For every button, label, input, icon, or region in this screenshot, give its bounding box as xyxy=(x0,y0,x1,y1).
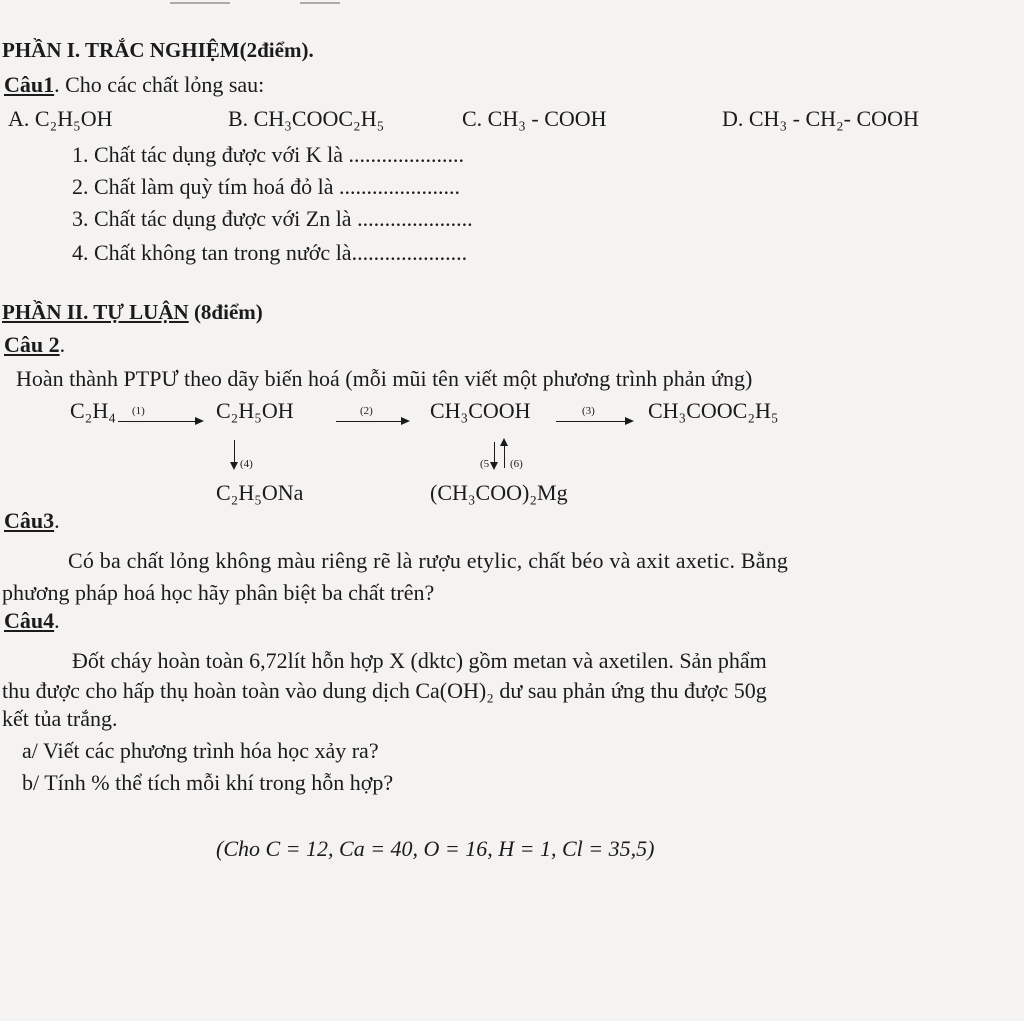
q4-header xyxy=(4,608,60,634)
q4-line-1: Đốt cháy hoàn toàn 6,72lít hỗn hợp X (dktc) gồm metan và axetilen. Sản phẩm xyxy=(72,648,767,673)
q2-label: Câu 2 xyxy=(4,332,60,357)
q1-header xyxy=(4,72,264,98)
q1-item-4: 4. Chất không tan trong nước là..................... xyxy=(72,240,468,265)
q3-label-dot: . xyxy=(54,508,60,533)
part1-points: (2điểm). xyxy=(239,38,314,62)
arrow-4-label: (4) xyxy=(240,458,253,470)
q3-line-2: phương pháp hoá học hãy phân biệt ba chất trên? xyxy=(2,580,435,605)
scheme-c2h4: C₂H₄ xyxy=(70,398,116,423)
q4-label-dot: . xyxy=(54,608,60,633)
arrow-6-label: (6) xyxy=(510,458,523,470)
scheme-ch3cooh: CH₃COOH xyxy=(430,398,531,423)
q4-sub-a: a/ Viết các phương trình hóa học xảy ra? xyxy=(22,738,379,763)
arrow-2-label: (2) xyxy=(360,405,373,417)
q4-line-2: thu được cho hấp thụ hoàn toàn vào dung dịch Ca(OH)₂ dư sau phản ứng thu được 50g xyxy=(2,678,767,703)
arrow-6 xyxy=(504,440,505,468)
q1-option-c: C. CH₃ - COOH xyxy=(462,106,607,131)
q1-option-d: D. CH₃ - CH₂- COOH xyxy=(722,106,919,131)
q4-sub-b: b/ Tính % thể tích mỗi khí trong hỗn hợp? xyxy=(22,770,394,795)
arrow-5-label: (5 xyxy=(480,458,490,470)
q3-label: Câu3 xyxy=(4,508,55,533)
scan-artifact xyxy=(170,2,230,4)
q4-line-3: kết tủa trắng. xyxy=(2,706,118,731)
arrow-4 xyxy=(234,440,235,468)
scheme-ester: CH₃COOC₂H₅ xyxy=(648,398,779,423)
part1-title: PHẦN I. TRẮC NGHIỆM xyxy=(2,38,240,62)
scheme-c2h5oh: C₂H₅OH xyxy=(216,398,294,423)
q1-item-2: 2. Chất làm quỳ tím hoá đỏ là ...................... xyxy=(72,174,461,199)
scheme-c2h5ona: C₂H₅ONa xyxy=(216,480,304,505)
part1-heading xyxy=(2,38,314,63)
arrow-2 xyxy=(336,421,408,422)
arrow-1 xyxy=(118,421,202,422)
q1-option-b: B. CH₃COOC₂H₅ xyxy=(228,106,385,131)
part2-title: PHẦN II. TỰ LUẬN xyxy=(2,300,189,324)
q1-item-1: 1. Chất tác dụng được với K là ..................... xyxy=(72,142,465,167)
arrow-3 xyxy=(556,421,632,422)
arrow-1-label: (1) xyxy=(132,405,145,417)
scheme-mg-salt: (CH₃COO)₂Mg xyxy=(430,480,568,505)
q1-prompt: . Cho các chất lỏng sau: xyxy=(54,72,265,97)
q3-header xyxy=(4,508,60,534)
part2-heading xyxy=(2,300,263,325)
q1-option-a: A. C₂H₅OH xyxy=(8,106,113,131)
q1-item-3: 3. Chất tác dụng được với Zn là ..................... xyxy=(72,206,473,231)
scan-artifact xyxy=(300,2,340,4)
q2-header xyxy=(4,332,65,358)
part2-points: (8điểm) xyxy=(193,300,263,324)
q1-label: Câu1 xyxy=(4,72,55,97)
given-values: (Cho C = 12, Ca = 40, O = 16, H = 1, Cl = 35,5) xyxy=(216,836,655,861)
q3-line-1: Có ba chất lỏng không màu riêng rẽ là rượu etylic, chất béo và axit axetic. Bằng xyxy=(68,548,789,573)
arrow-5 xyxy=(494,442,495,468)
arrow-3-label: (3) xyxy=(582,405,595,417)
q2-label-dot: . xyxy=(59,332,66,357)
q4-label: Câu4 xyxy=(4,608,55,633)
q2-prompt: Hoàn thành PTPƯ theo dãy biến hoá (mỗi mũi tên viết một phương trình phản ứng) xyxy=(16,366,753,391)
